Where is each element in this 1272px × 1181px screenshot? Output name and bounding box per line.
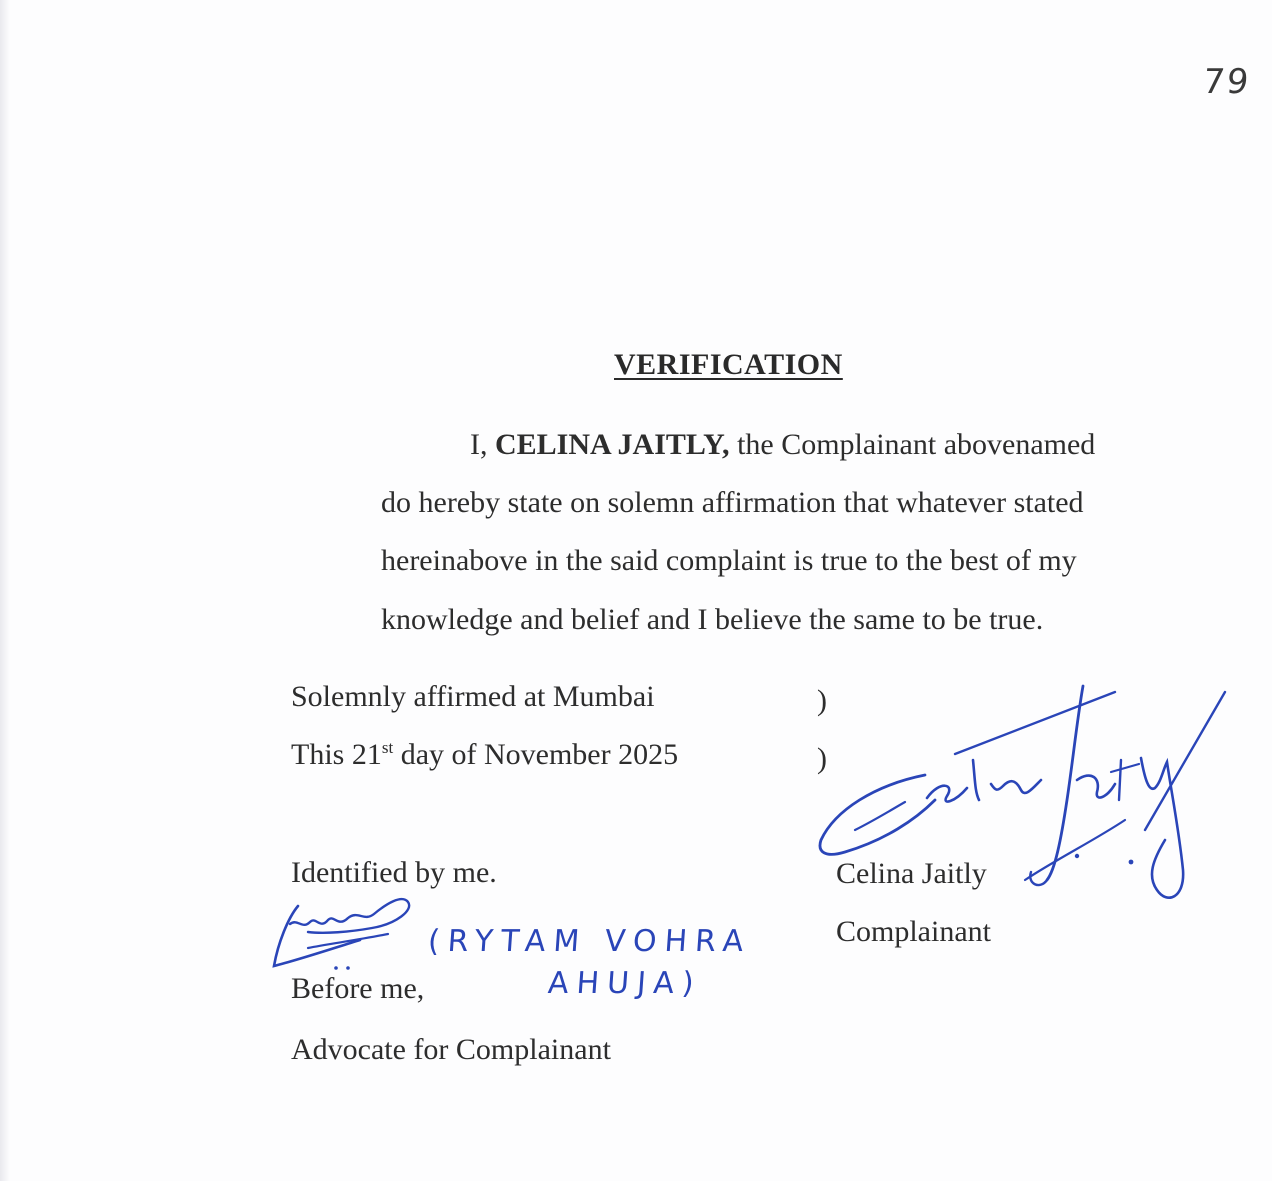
complainant-signature <box>815 680 1230 915</box>
paren-2: ) <box>817 742 827 775</box>
handwritten-advocate-name-line1: (RYTAM VOHRA <box>426 924 753 959</box>
paragraph-line-1-rest: the Complainant abovenamed <box>729 428 1096 461</box>
signatory-role: Complainant <box>836 915 991 948</box>
affirmed-place-line: Solemnly affirmed at Mumbai <box>291 680 655 713</box>
complainant-name: CELINA JAITLY, <box>495 428 730 461</box>
date-ordinal: st <box>381 738 394 757</box>
paragraph-line-4: knowledge and belief and I believe the same to be true. <box>381 603 1044 636</box>
paren-1: ) <box>817 684 827 717</box>
before-me-line: Before me, <box>291 972 425 1005</box>
page-number: 79 <box>1200 62 1253 102</box>
date-prefix: This 21 <box>291 738 382 771</box>
signatory-name: Celina Jaitly <box>836 857 987 890</box>
handwritten-advocate-name-line2: AHUJA) <box>546 966 703 1001</box>
affirmed-date-line <box>291 738 678 772</box>
document-heading: VERIFICATION <box>614 348 843 381</box>
date-rest: day of November 2025 <box>393 738 679 771</box>
paragraph-prefix: I, <box>470 428 495 461</box>
paragraph-line-1 <box>470 428 1095 462</box>
advocate-signature <box>268 888 418 978</box>
paragraph-line-2: do hereby state on solemn affirmation that whatever stated <box>381 486 1084 519</box>
advocate-line: Advocate for Complainant <box>291 1033 611 1066</box>
identified-by-line: Identified by me. <box>291 856 497 889</box>
paragraph-line-3: hereinabove in the said complaint is true to the best of my <box>381 544 1077 577</box>
